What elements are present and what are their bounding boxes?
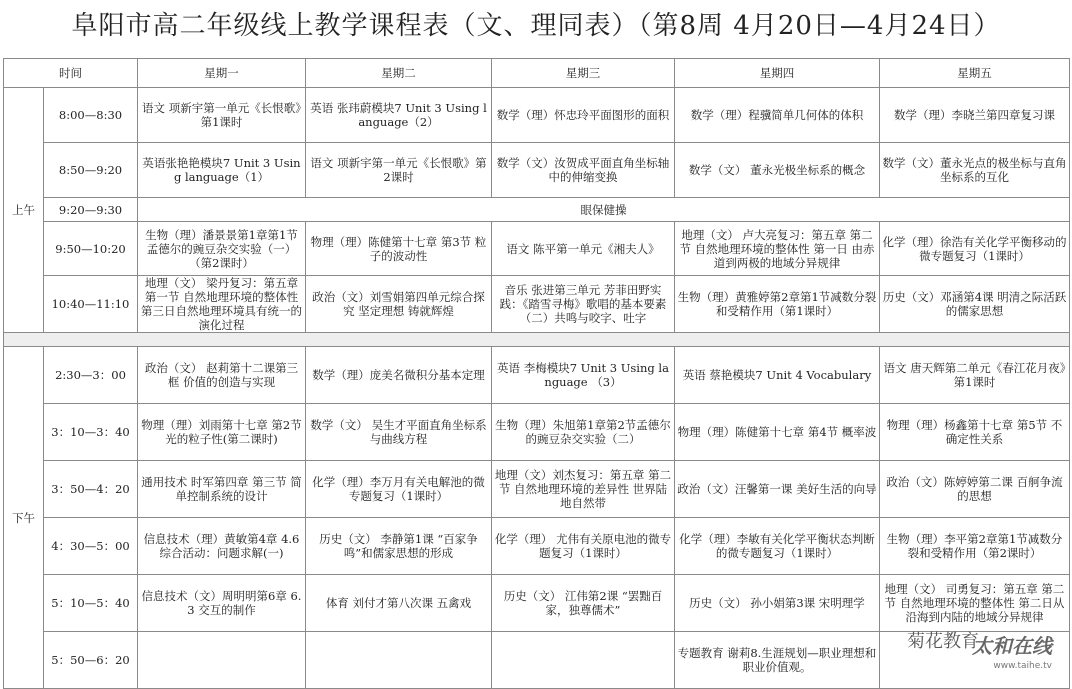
time-slot: 4：30—5：00 — [44, 518, 138, 575]
course-cell: 生物（理）潘景景第1章第1节孟德尔的豌豆杂交实验（一）（第2课时） — [138, 222, 306, 276]
course-cell: 专题教育 谢莉8.生涯规划—职业理想和职业价值观。 — [675, 632, 880, 689]
header-day: 星期五 — [880, 59, 1070, 88]
course-cell: 历史（文）邓涵第4课 明清之际活跃的儒家思想 — [880, 276, 1070, 333]
course-cell: 地理（文） 梁丹复习：第五章 第一节 自然地理环境的整体性 第三日自然地理环境具有统一的演化过程 — [138, 276, 306, 333]
empty-cell — [492, 632, 675, 689]
course-cell: 物理（理）刘雨第十七章 第2节 光的粒子性(第二课时) — [138, 404, 306, 461]
page-title: 阜阳市高二年级线上教学课程表（文、理同表）（第8周 4月20日—4月24日） — [71, 11, 1001, 41]
time-slot: 3：10—3：40 — [44, 404, 138, 461]
course-cell: 体育 刘付才第八次课 五禽戏 — [306, 575, 492, 632]
section-divider — [4, 333, 1070, 347]
time-slot: 8:00—8:30 — [44, 88, 138, 143]
header-row — [4, 59, 1070, 88]
time-slot: 3：50—4：20 — [44, 461, 138, 518]
schedule-row — [4, 632, 1070, 689]
schedule-row — [4, 222, 1070, 276]
course-cell: 语文 项新宇第一单元《长恨歌》第1课时 — [138, 88, 306, 143]
course-cell: 英语 李梅模块7 Unit 3 Using language （3） — [492, 347, 675, 404]
header-day: 星期二 — [306, 59, 492, 88]
course-cell: 政治（文）刘雪娟第四单元综合探究 坚定理想 铸就辉煌 — [306, 276, 492, 333]
course-cell: 物理（理）陈健第十七章 第3节 粒子的波动性 — [306, 222, 492, 276]
course-cell: 政治（文）汪馨第一课 美好生活的向导 — [675, 461, 880, 518]
course-cell: 化学（理） 尤伟有关原电池的微专题复习（1课时） — [492, 518, 675, 575]
time-slot: 5：10—5：40 — [44, 575, 138, 632]
course-cell: 生物（理）朱旭第1章第2节孟德尔的豌豆杂交实验（二） — [492, 404, 675, 461]
course-cell: 化学（理）李敏有关化学平衡状态判断的微专题复习（1课时） — [675, 518, 880, 575]
schedule-row — [4, 404, 1070, 461]
header-day: 星期三 — [492, 59, 675, 88]
schedule-table — [3, 58, 1070, 689]
course-cell: 英语 张玮蔚模块7 Unit 3 Using language（2） — [306, 88, 492, 143]
course-cell: 生物（理）李平第2章第1节减数分裂和受精作用（第2课时） — [880, 518, 1070, 575]
course-cell: 数学（理）庞美名微积分基本定理 — [306, 347, 492, 404]
course-cell: 生物（理）黄雅婷第2章第1节减数分裂和受精作用（第1课时） — [675, 276, 880, 333]
time-slot: 5：50—6：20 — [44, 632, 138, 689]
course-cell: 信息技术（理）黄敏第4章 4.6 综合活动：问题求解(一) — [138, 518, 306, 575]
course-cell: 化学（理）李万月有关电解池的微专题复习（1课时） — [306, 461, 492, 518]
schedule-row — [4, 518, 1070, 575]
watermark-brand: 太和在线 — [972, 634, 1052, 658]
schedule-row — [4, 143, 1070, 198]
course-cell: 语文 陈平第一单元《湘夫人》 — [492, 222, 675, 276]
divider-cell — [4, 333, 1070, 347]
empty-cell — [138, 632, 306, 689]
course-cell: 历史（文） 李静第1课 “百家争鸣”和儒家思想的形成 — [306, 518, 492, 575]
course-cell: 物理（理）杨鑫第十七章 第5节 不确定性关系 — [880, 404, 1070, 461]
course-cell: 语文 唐天辉第二单元《春江花月夜》第1课时 — [880, 347, 1070, 404]
course-cell: 地理（文） 司勇复习：第五章 第二节 自然地理环境的整体性 第二日从沿海到内陆的地域分异规律 — [880, 575, 1070, 632]
course-cell: 历史（文） 江伟第2课 “罢黜百家，独尊儒术” — [492, 575, 675, 632]
time-slot: 10:40—11:10 — [44, 276, 138, 333]
schedule-row — [4, 88, 1070, 143]
schedule-row — [4, 575, 1070, 632]
course-cell: 物理（理）陈健第十七章 第4节 概率波 — [675, 404, 880, 461]
course-cell: 数学（理）程骥简单几何体的体积 — [675, 88, 880, 143]
course-cell: 英语张艳艳模块7 Unit 3 Using language（1） — [138, 143, 306, 198]
course-cell: 信息技术（文）周明明第6章 6.3 交互的制作 — [138, 575, 306, 632]
time-slot: 8:50—9:20 — [44, 143, 138, 198]
schedule-row — [4, 347, 1070, 404]
course-cell: 政治（文） 赵莉第十二课第三框 价值的创造与实现 — [138, 347, 306, 404]
period-label: 上午 — [4, 88, 44, 333]
schedule-row — [4, 461, 1070, 518]
course-cell: 地理（文）刘杰复习：第五章 第二节 自然地理环境的差异性 世界陆地自然带 — [492, 461, 675, 518]
course-cell: 数学（文）汝贺成平面直角坐标轴中的伸缩变换 — [492, 143, 675, 198]
course-cell: 音乐 张进第三单元 芳菲田野实践：《踏雪寻梅》歌唱的基本要素（二）共鸣与咬字、吐字 — [492, 276, 675, 333]
course-cell: 数学（理）怀忠玲平面图形的面积 — [492, 88, 675, 143]
watermark-account: 菊花教育 — [907, 631, 979, 652]
empty-cell — [880, 632, 1070, 689]
course-cell: 通用技术 时军第四章 第三节 简单控制系统的设计 — [138, 461, 306, 518]
course-cell: 历史（文） 孙小娟第3课 宋明理学 — [675, 575, 880, 632]
course-cell: 英语 蔡艳模块7 Unit 4 Vocabulary — [675, 347, 880, 404]
time-slot: 9:50—10:20 — [44, 222, 138, 276]
time-slot: 2:30—3：00 — [44, 347, 138, 404]
header-day: 星期四 — [675, 59, 880, 88]
course-cell: 数学（理）李晓兰第四章复习课 — [880, 88, 1070, 143]
schedule-row — [4, 198, 1070, 222]
merged-activity: 眼保健操 — [138, 198, 1070, 222]
header-time: 时间 — [4, 59, 138, 88]
period-label: 下午 — [4, 347, 44, 689]
course-cell: 数学（文） 吴生才平面直角坐标系与曲线方程 — [306, 404, 492, 461]
schedule-row — [4, 276, 1070, 333]
course-cell: 数学（文）董永光点的极坐标与直角坐标系的互化 — [880, 143, 1070, 198]
watermark-url: www.taihe.tv — [993, 661, 1052, 671]
course-cell: 语文 项新宇第一单元《长恨歌》第2课时 — [306, 143, 492, 198]
empty-cell — [306, 632, 492, 689]
time-slot: 9:20—9:30 — [44, 198, 138, 222]
course-cell: 化学（理）徐浩有关化学平衡移动的微专题复习（1课时） — [880, 222, 1070, 276]
course-cell: 数学（文） 董永光极坐标系的概念 — [675, 143, 880, 198]
header-day: 星期一 — [138, 59, 306, 88]
course-cell: 地理（文） 卢大亮复习：第五章 第二节 自然地理环境的整体性 第一日 由赤道到两极的地域分异规律 — [675, 222, 880, 276]
course-cell: 政治（文）陈婷婷第二课 百舸争流的思想 — [880, 461, 1070, 518]
